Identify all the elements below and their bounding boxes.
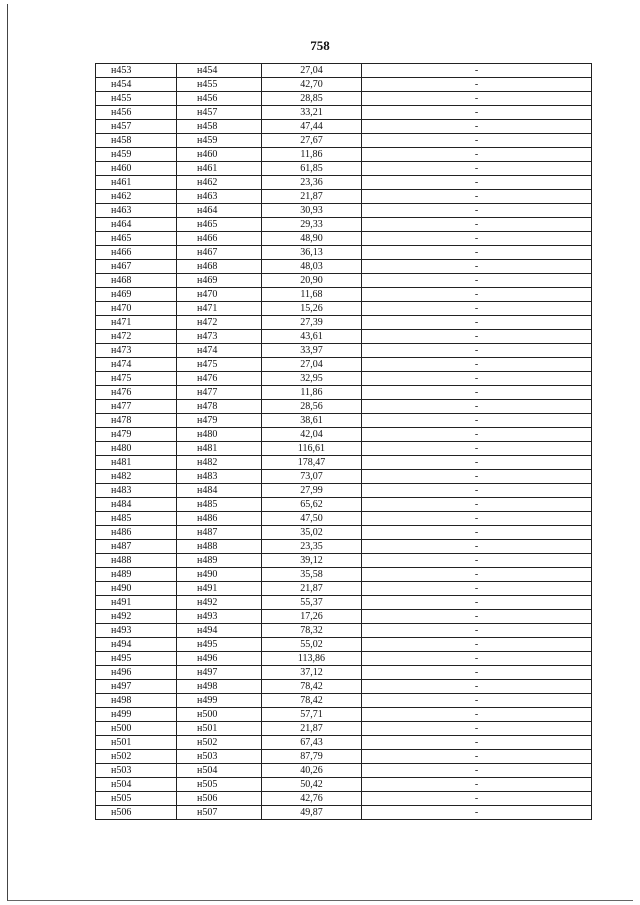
- distance-cell: 11,86: [262, 386, 362, 400]
- table-row: [96, 792, 592, 806]
- to-point-cell: н501: [177, 722, 262, 736]
- table-row: [96, 190, 592, 204]
- note-cell: -: [362, 694, 592, 708]
- distance-cell: 21,87: [262, 722, 362, 736]
- distance-cell: 33,21: [262, 106, 362, 120]
- distance-cell: 40,26: [262, 764, 362, 778]
- distance-cell: 28,85: [262, 92, 362, 106]
- from-point-cell: н497: [96, 680, 177, 694]
- from-point-cell: н486: [96, 526, 177, 540]
- table-row: [96, 806, 592, 820]
- table-row: [96, 302, 592, 316]
- note-cell: -: [362, 456, 592, 470]
- table-row: [96, 400, 592, 414]
- table-row: [96, 750, 592, 764]
- distance-cell: 23,35: [262, 540, 362, 554]
- from-point-cell: н470: [96, 302, 177, 316]
- to-point-cell: н481: [177, 442, 262, 456]
- table-row: [96, 568, 592, 582]
- note-cell: -: [362, 344, 592, 358]
- distance-cell: 27,04: [262, 358, 362, 372]
- distance-cell: 30,93: [262, 204, 362, 218]
- to-point-cell: н472: [177, 316, 262, 330]
- to-point-cell: н485: [177, 498, 262, 512]
- to-point-cell: н459: [177, 134, 262, 148]
- distance-cell: 73,07: [262, 470, 362, 484]
- from-point-cell: н454: [96, 78, 177, 92]
- distance-cell: 61,85: [262, 162, 362, 176]
- table-row: [96, 596, 592, 610]
- distance-cell: 43,61: [262, 330, 362, 344]
- table-row: [96, 722, 592, 736]
- to-point-cell: н505: [177, 778, 262, 792]
- from-point-cell: н502: [96, 750, 177, 764]
- to-point-cell: н457: [177, 106, 262, 120]
- note-cell: -: [362, 722, 592, 736]
- distance-cell: 113,86: [262, 652, 362, 666]
- distance-cell: 87,79: [262, 750, 362, 764]
- from-point-cell: н455: [96, 92, 177, 106]
- to-point-cell: н500: [177, 708, 262, 722]
- table-row: [96, 638, 592, 652]
- to-point-cell: н495: [177, 638, 262, 652]
- table-row: [96, 344, 592, 358]
- from-point-cell: н481: [96, 456, 177, 470]
- table-row: [96, 246, 592, 260]
- note-cell: -: [362, 750, 592, 764]
- from-point-cell: н503: [96, 764, 177, 778]
- note-cell: -: [362, 484, 592, 498]
- to-point-cell: н499: [177, 694, 262, 708]
- distance-cell: 20,90: [262, 274, 362, 288]
- table-row: [96, 708, 592, 722]
- table-row: [96, 414, 592, 428]
- from-point-cell: н458: [96, 134, 177, 148]
- table-row: [96, 274, 592, 288]
- table-row: [96, 204, 592, 218]
- from-point-cell: н464: [96, 218, 177, 232]
- to-point-cell: н458: [177, 120, 262, 134]
- from-point-cell: н457: [96, 120, 177, 134]
- to-point-cell: н478: [177, 400, 262, 414]
- note-cell: -: [362, 624, 592, 638]
- to-point-cell: н506: [177, 792, 262, 806]
- distance-cell: 37,12: [262, 666, 362, 680]
- distance-cell: 50,42: [262, 778, 362, 792]
- distance-cell: 35,58: [262, 568, 362, 582]
- to-point-cell: н461: [177, 162, 262, 176]
- from-point-cell: н477: [96, 400, 177, 414]
- table-row: [96, 358, 592, 372]
- note-cell: -: [362, 358, 592, 372]
- distance-cell: 116,61: [262, 442, 362, 456]
- note-cell: -: [362, 120, 592, 134]
- to-point-cell: н463: [177, 190, 262, 204]
- to-point-cell: н475: [177, 358, 262, 372]
- from-point-cell: н465: [96, 232, 177, 246]
- to-point-cell: н477: [177, 386, 262, 400]
- note-cell: -: [362, 498, 592, 512]
- to-point-cell: н488: [177, 540, 262, 554]
- to-point-cell: н471: [177, 302, 262, 316]
- table-row: [96, 736, 592, 750]
- distance-cell: 27,39: [262, 316, 362, 330]
- to-point-cell: н455: [177, 78, 262, 92]
- distance-cell: 48,90: [262, 232, 362, 246]
- note-cell: -: [362, 386, 592, 400]
- table-row: [96, 582, 592, 596]
- distance-cell: 47,50: [262, 512, 362, 526]
- from-point-cell: н492: [96, 610, 177, 624]
- distance-cell: 11,86: [262, 148, 362, 162]
- table-row: [96, 120, 592, 134]
- to-point-cell: н486: [177, 512, 262, 526]
- note-cell: -: [362, 470, 592, 484]
- from-point-cell: н473: [96, 344, 177, 358]
- note-cell: -: [362, 204, 592, 218]
- note-cell: -: [362, 134, 592, 148]
- from-point-cell: н487: [96, 540, 177, 554]
- from-point-cell: н506: [96, 806, 177, 820]
- distance-cell: 36,13: [262, 246, 362, 260]
- distance-cell: 78,32: [262, 624, 362, 638]
- to-point-cell: н497: [177, 666, 262, 680]
- table-row: [96, 540, 592, 554]
- to-point-cell: н489: [177, 554, 262, 568]
- table-body: [96, 64, 592, 820]
- to-point-cell: н502: [177, 736, 262, 750]
- table-row: [96, 316, 592, 330]
- table-row: [96, 554, 592, 568]
- note-cell: -: [362, 778, 592, 792]
- table-row: [96, 680, 592, 694]
- from-point-cell: н466: [96, 246, 177, 260]
- distance-cell: 23,36: [262, 176, 362, 190]
- table-row: [96, 260, 592, 274]
- to-point-cell: н462: [177, 176, 262, 190]
- distance-cell: 27,99: [262, 484, 362, 498]
- table-row: [96, 484, 592, 498]
- distance-cell: 78,42: [262, 680, 362, 694]
- from-point-cell: н493: [96, 624, 177, 638]
- table-row: [96, 512, 592, 526]
- note-cell: -: [362, 568, 592, 582]
- distance-cell: 178,47: [262, 456, 362, 470]
- table-row: [96, 106, 592, 120]
- to-point-cell: н469: [177, 274, 262, 288]
- distance-cell: 55,02: [262, 638, 362, 652]
- distance-cell: 17,26: [262, 610, 362, 624]
- to-point-cell: н493: [177, 610, 262, 624]
- from-point-cell: н484: [96, 498, 177, 512]
- note-cell: -: [362, 540, 592, 554]
- distance-cell: 21,87: [262, 190, 362, 204]
- note-cell: -: [362, 400, 592, 414]
- note-cell: -: [362, 148, 592, 162]
- table-row: [96, 526, 592, 540]
- table-row: [96, 288, 592, 302]
- to-point-cell: н468: [177, 260, 262, 274]
- note-cell: -: [362, 106, 592, 120]
- to-point-cell: н496: [177, 652, 262, 666]
- from-point-cell: н500: [96, 722, 177, 736]
- from-point-cell: н485: [96, 512, 177, 526]
- table-row: [96, 386, 592, 400]
- to-point-cell: н504: [177, 764, 262, 778]
- note-cell: -: [362, 162, 592, 176]
- to-point-cell: н480: [177, 428, 262, 442]
- to-point-cell: н466: [177, 232, 262, 246]
- table-row: [96, 218, 592, 232]
- distance-cell: 78,42: [262, 694, 362, 708]
- table-row: [96, 134, 592, 148]
- to-point-cell: н456: [177, 92, 262, 106]
- to-point-cell: н507: [177, 806, 262, 820]
- table-row: [96, 232, 592, 246]
- distance-cell: 29,33: [262, 218, 362, 232]
- note-cell: -: [362, 666, 592, 680]
- note-cell: -: [362, 792, 592, 806]
- from-point-cell: н483: [96, 484, 177, 498]
- note-cell: -: [362, 316, 592, 330]
- from-point-cell: н494: [96, 638, 177, 652]
- from-point-cell: н505: [96, 792, 177, 806]
- note-cell: -: [362, 610, 592, 624]
- distance-cell: 32,95: [262, 372, 362, 386]
- from-point-cell: н472: [96, 330, 177, 344]
- distance-cell: 57,71: [262, 708, 362, 722]
- from-point-cell: н459: [96, 148, 177, 162]
- table-row: [96, 148, 592, 162]
- from-point-cell: н498: [96, 694, 177, 708]
- distance-cell: 28,56: [262, 400, 362, 414]
- from-point-cell: н504: [96, 778, 177, 792]
- note-cell: -: [362, 708, 592, 722]
- note-cell: -: [362, 638, 592, 652]
- note-cell: -: [362, 78, 592, 92]
- from-point-cell: н460: [96, 162, 177, 176]
- from-point-cell: н456: [96, 106, 177, 120]
- to-point-cell: н483: [177, 470, 262, 484]
- to-point-cell: н503: [177, 750, 262, 764]
- note-cell: -: [362, 176, 592, 190]
- note-cell: -: [362, 582, 592, 596]
- note-cell: -: [362, 596, 592, 610]
- note-cell: -: [362, 526, 592, 540]
- table-row: [96, 64, 592, 78]
- to-point-cell: н464: [177, 204, 262, 218]
- note-cell: -: [362, 680, 592, 694]
- from-point-cell: н453: [96, 64, 177, 78]
- note-cell: -: [362, 64, 592, 78]
- note-cell: -: [362, 260, 592, 274]
- table-row: [96, 652, 592, 666]
- distance-cell: 47,44: [262, 120, 362, 134]
- distance-cell: 42,04: [262, 428, 362, 442]
- table-row: [96, 694, 592, 708]
- to-point-cell: н491: [177, 582, 262, 596]
- page-number: 758: [310, 38, 330, 53]
- from-point-cell: н501: [96, 736, 177, 750]
- from-point-cell: н488: [96, 554, 177, 568]
- from-point-cell: н495: [96, 652, 177, 666]
- to-point-cell: н490: [177, 568, 262, 582]
- to-point-cell: н473: [177, 330, 262, 344]
- from-point-cell: н469: [96, 288, 177, 302]
- to-point-cell: н479: [177, 414, 262, 428]
- table-row: [96, 176, 592, 190]
- table-row: [96, 666, 592, 680]
- to-point-cell: н498: [177, 680, 262, 694]
- from-point-cell: н496: [96, 666, 177, 680]
- note-cell: -: [362, 428, 592, 442]
- to-point-cell: н494: [177, 624, 262, 638]
- distance-cell: 42,76: [262, 792, 362, 806]
- table-row: [96, 442, 592, 456]
- from-point-cell: н468: [96, 274, 177, 288]
- from-point-cell: н471: [96, 316, 177, 330]
- distance-cell: 27,67: [262, 134, 362, 148]
- to-point-cell: н467: [177, 246, 262, 260]
- to-point-cell: н474: [177, 344, 262, 358]
- from-point-cell: н489: [96, 568, 177, 582]
- table-row: [96, 470, 592, 484]
- note-cell: -: [362, 218, 592, 232]
- distance-cell: 27,04: [262, 64, 362, 78]
- distance-cell: 49,87: [262, 806, 362, 820]
- to-point-cell: н470: [177, 288, 262, 302]
- table-row: [96, 162, 592, 176]
- from-point-cell: н490: [96, 582, 177, 596]
- note-cell: -: [362, 806, 592, 820]
- from-point-cell: н461: [96, 176, 177, 190]
- to-point-cell: н454: [177, 64, 262, 78]
- to-point-cell: н487: [177, 526, 262, 540]
- from-point-cell: н474: [96, 358, 177, 372]
- table-row: [96, 456, 592, 470]
- distance-cell: 38,61: [262, 414, 362, 428]
- table-row: [96, 610, 592, 624]
- note-cell: -: [362, 288, 592, 302]
- from-point-cell: н480: [96, 442, 177, 456]
- distance-cell: 65,62: [262, 498, 362, 512]
- coordinates-table: [95, 63, 592, 820]
- note-cell: -: [362, 232, 592, 246]
- distance-cell: 11,68: [262, 288, 362, 302]
- from-point-cell: н478: [96, 414, 177, 428]
- from-point-cell: н479: [96, 428, 177, 442]
- table-row: [96, 78, 592, 92]
- table-row: [96, 372, 592, 386]
- to-point-cell: н492: [177, 596, 262, 610]
- from-point-cell: н482: [96, 470, 177, 484]
- note-cell: -: [362, 764, 592, 778]
- distance-cell: 67,43: [262, 736, 362, 750]
- distance-cell: 15,26: [262, 302, 362, 316]
- from-point-cell: н462: [96, 190, 177, 204]
- table-row: [96, 778, 592, 792]
- to-point-cell: н484: [177, 484, 262, 498]
- to-point-cell: н460: [177, 148, 262, 162]
- note-cell: -: [362, 736, 592, 750]
- note-cell: -: [362, 372, 592, 386]
- note-cell: -: [362, 414, 592, 428]
- distance-cell: 42,70: [262, 78, 362, 92]
- distance-cell: 33,97: [262, 344, 362, 358]
- from-point-cell: н499: [96, 708, 177, 722]
- from-point-cell: н491: [96, 596, 177, 610]
- note-cell: -: [362, 442, 592, 456]
- note-cell: -: [362, 190, 592, 204]
- table-row: [96, 330, 592, 344]
- table-row: [96, 92, 592, 106]
- distance-cell: 35,02: [262, 526, 362, 540]
- note-cell: -: [362, 274, 592, 288]
- note-cell: -: [362, 554, 592, 568]
- table-row: [96, 428, 592, 442]
- note-cell: -: [362, 246, 592, 260]
- from-point-cell: н467: [96, 260, 177, 274]
- to-point-cell: н476: [177, 372, 262, 386]
- note-cell: -: [362, 512, 592, 526]
- from-point-cell: н476: [96, 386, 177, 400]
- table-row: [96, 624, 592, 638]
- distance-cell: 48,03: [262, 260, 362, 274]
- note-cell: -: [362, 652, 592, 666]
- to-point-cell: н465: [177, 218, 262, 232]
- table-row: [96, 764, 592, 778]
- note-cell: -: [362, 330, 592, 344]
- from-point-cell: н463: [96, 204, 177, 218]
- from-point-cell: н475: [96, 372, 177, 386]
- distance-cell: 55,37: [262, 596, 362, 610]
- note-cell: -: [362, 302, 592, 316]
- distance-cell: 21,87: [262, 582, 362, 596]
- to-point-cell: н482: [177, 456, 262, 470]
- distance-cell: 39,12: [262, 554, 362, 568]
- table-row: [96, 498, 592, 512]
- note-cell: -: [362, 92, 592, 106]
